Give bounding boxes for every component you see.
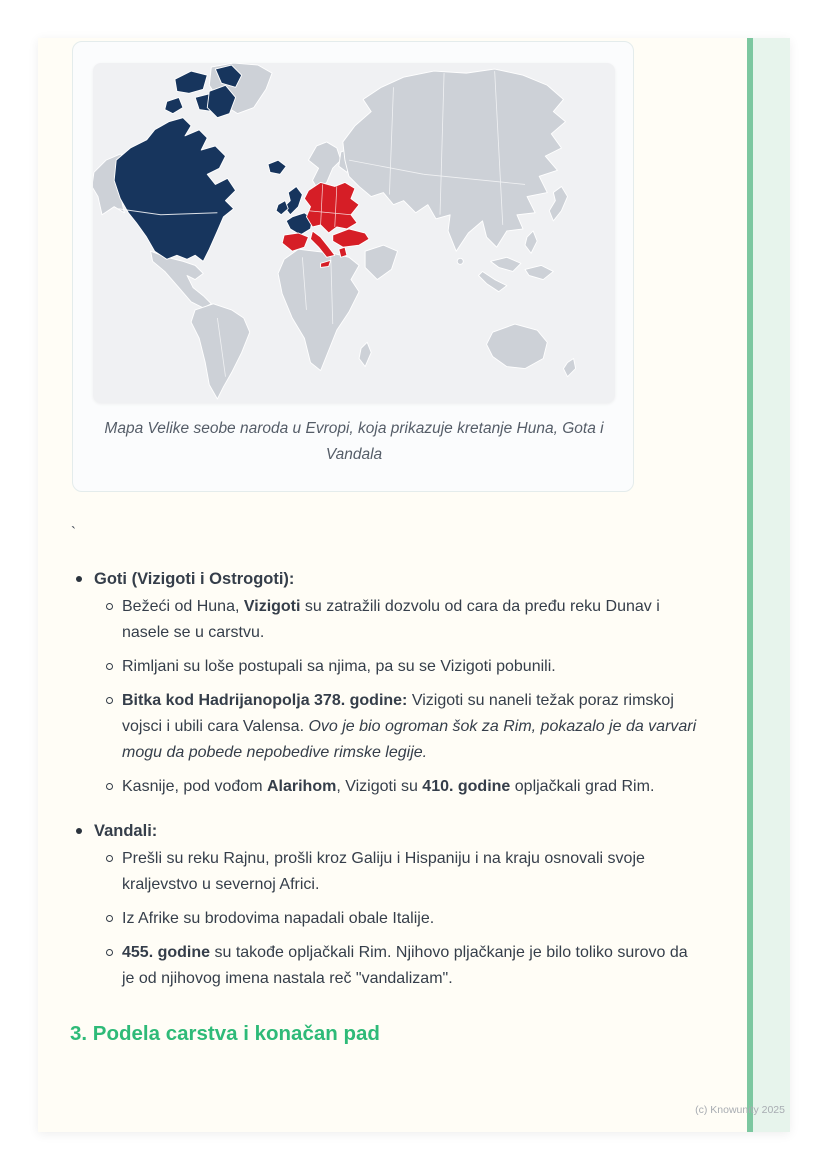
list-item — [94, 846, 704, 898]
list-item-text: Bežeći od Huna, Vizigoti su zatražili dozvolu od cara da pređu reku Dunav i nasele se u carstvu. — [122, 598, 660, 641]
disc-bullet-icon — [76, 576, 82, 582]
list-item-text: Kasnije, pod vođom Alarihom, Vizigoti su 410. godine opljačkali grad Rim. — [122, 778, 655, 795]
list-item-text: Prešli su reku Rajnu, prošli kroz Galiju i Hispaniju i na kraju osnovali svoje kraljevstvo u severnoj Africi. — [122, 850, 645, 893]
list-item-text: Iz Afrike su brodovima napadali obale Italije. — [122, 910, 435, 927]
world-map-figure — [93, 63, 615, 403]
sublist-vandali — [94, 846, 704, 992]
circle-bullet-icon — [106, 603, 113, 610]
list-item-text: Bitka kod Hadrijanopolja 378. godine: Vizigoti su naneli težak poraz rimskoj vojsci i ubili cara Valensa. Ovo je bio ogroman šok za Rim, pokazalo je da varvari mogu da pobede nepobedive rimske legije. — [122, 692, 697, 761]
world-map-svg — [93, 63, 615, 403]
list-item — [94, 906, 704, 932]
document-page — [38, 38, 790, 1132]
list-title-goti: Goti (Vizigoti i Ostrogoti): — [94, 570, 295, 588]
list-item — [94, 594, 704, 646]
list-item — [94, 774, 704, 800]
copyright-credit: (c) Knowunity 2025 — [695, 1104, 785, 1116]
circle-bullet-icon — [106, 915, 113, 922]
page-edge-strip — [747, 38, 790, 1132]
notes-content — [70, 566, 704, 1048]
figure-caption: Mapa Velike seobe naroda u Evropi, koja prikazuje kretanje Huna, Gota i Vandala — [104, 420, 604, 463]
list-item-goti — [70, 566, 704, 808]
list-item-text: 455. godine su takođe opljačkali Rim. Njihovo pljačkanje je bilo toliko surovo da je od njihovog imena nastala reč "vandalizam". — [122, 944, 688, 987]
circle-bullet-icon — [106, 783, 113, 790]
list-item-text: Rimljani su loše postupali sa njima, pa su se Vizigoti pobunili. — [122, 658, 556, 675]
list-title-vandali: Vandali: — [94, 822, 158, 840]
figure-card — [72, 41, 634, 492]
circle-bullet-icon — [106, 663, 113, 670]
list-item — [94, 654, 704, 680]
sublist-goti — [94, 594, 704, 800]
stray-backtick: ` — [71, 524, 76, 541]
section-heading: 3. Podela carstva i konačan pad — [70, 1022, 380, 1045]
disc-bullet-icon — [76, 828, 82, 834]
circle-bullet-icon — [106, 949, 113, 956]
list-item — [94, 688, 704, 766]
circle-bullet-icon — [106, 697, 113, 704]
circle-bullet-icon — [106, 855, 113, 862]
list-item — [94, 940, 704, 992]
list-item-vandali — [70, 818, 704, 1000]
map-navy-highlight — [114, 65, 312, 261]
